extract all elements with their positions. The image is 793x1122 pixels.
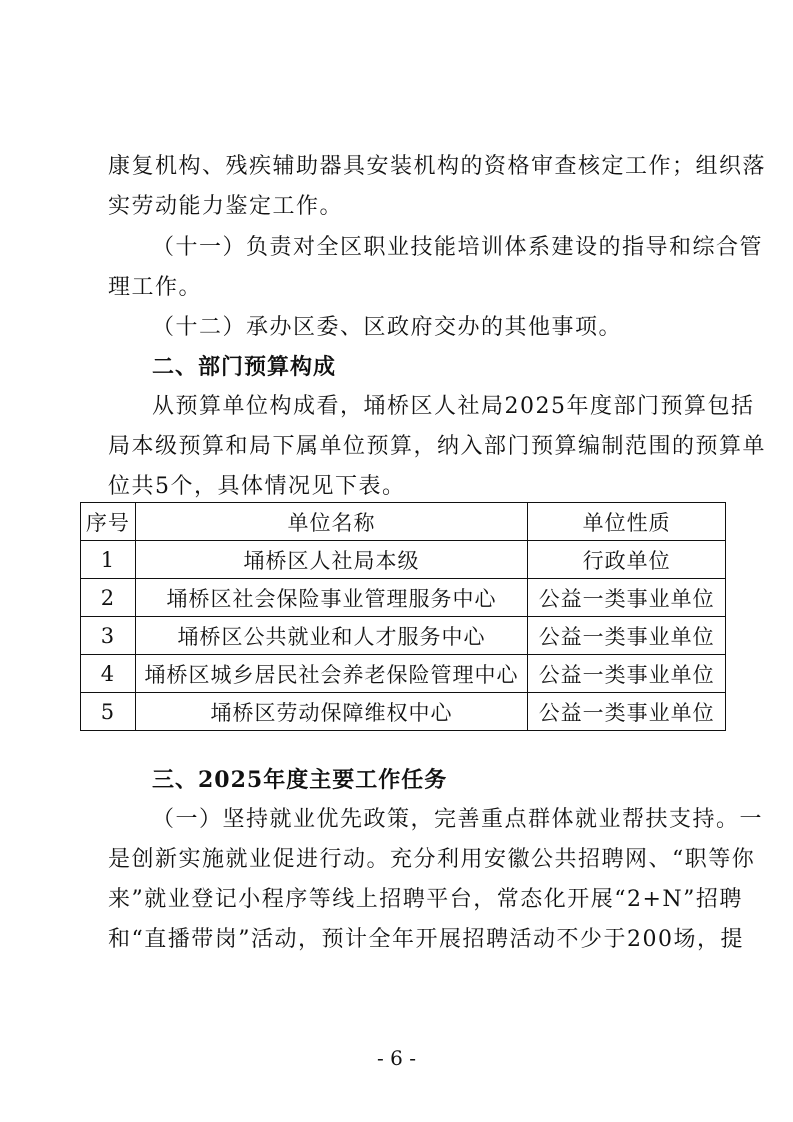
body-line: 理工作。 [108, 275, 203, 300]
cell-number: 4 [81, 655, 136, 693]
cell-unit-type: 公益一类事业单位 [528, 693, 726, 731]
body-line: 位共5个，具体情况见下表。 [108, 474, 406, 499]
cell-unit-type: 公益一类事业单位 [528, 579, 726, 617]
column-header-unit-type: 单位性质 [528, 503, 726, 541]
body-line: 是创新实施就业促进行动。充分利用安徽公共招聘网、“职等你 [108, 847, 756, 872]
cell-number: 2 [81, 579, 136, 617]
cell-unit-name: 埇桥区人社局本级 [135, 541, 527, 579]
table-header-row [81, 503, 726, 541]
body-line: （一）坚持就业优先政策，完善重点群体就业帮扶支持。一 [152, 807, 764, 832]
cell-unit-name: 埇桥区劳动保障维权中心 [135, 693, 527, 731]
body-line: 从预算单位构成看，埇桥区人社局2025年度部门预算包括 [152, 394, 755, 419]
table-row [81, 655, 726, 693]
cell-unit-name: 埇桥区公共就业和人才服务中心 [135, 617, 527, 655]
table-row [81, 617, 726, 655]
column-header-unit-name: 单位名称 [135, 503, 527, 541]
body-line: 来”就业登记小程序等线上招聘平台，常态化开展“2+N”招聘 [108, 887, 743, 912]
cell-unit-name: 埇桥区城乡居民社会养老保险管理中心 [135, 655, 527, 693]
budget-units-table [80, 502, 726, 731]
body-line: （十一）负责对全区职业技能培训体系建设的指导和综合管 [152, 235, 764, 260]
table-row [81, 579, 726, 617]
cell-unit-type: 公益一类事业单位 [528, 617, 726, 655]
table-row [81, 693, 726, 731]
cell-number: 5 [81, 693, 136, 731]
cell-unit-type: 行政单位 [528, 541, 726, 579]
cell-unit-name: 埇桥区社会保险事业管理服务中心 [135, 579, 527, 617]
section-heading: 二、部门预算构成 [152, 354, 337, 380]
column-header-number: 序号 [81, 503, 136, 541]
body-line: （十二）承办区委、区政府交办的其他事项。 [152, 315, 623, 340]
body-line: 康复机构、残疾辅助器具安装机构的资格审查核定工作；组织落 [108, 154, 767, 179]
cell-number: 1 [81, 541, 136, 579]
section-heading: 三、2025年度主要工作任务 [152, 767, 448, 793]
cell-unit-type: 公益一类事业单位 [528, 655, 726, 693]
body-line: 局本级预算和局下属单位预算，纳入部门预算编制范围的预算单 [108, 434, 767, 459]
body-line: 实劳动能力鉴定工作。 [108, 194, 344, 219]
page-number: - 6 - [377, 1046, 416, 1070]
table-row [81, 541, 726, 579]
cell-number: 3 [81, 617, 136, 655]
body-line: 和“直播带岗”活动，预计全年开展招聘活动不少于200场，提 [108, 927, 744, 952]
